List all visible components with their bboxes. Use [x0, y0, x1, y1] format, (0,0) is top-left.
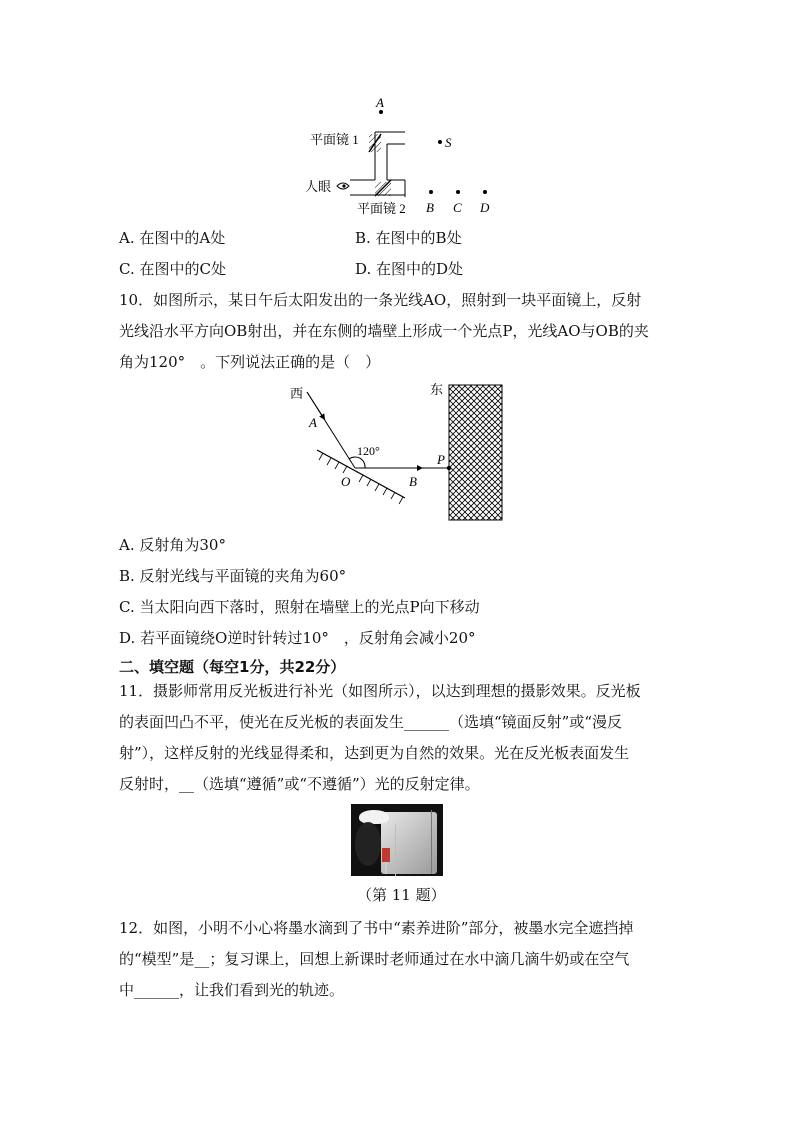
- label-o: O: [341, 474, 351, 489]
- q9-option-d: D. 在图中的D处: [355, 260, 464, 278]
- mirror-hatch: [319, 453, 403, 504]
- point-a-dot: [379, 110, 383, 114]
- q11-line-2: 的表面凹凸不平，使光在反光板的表面发生______（选填“镜面反射”或“漫反: [119, 713, 623, 731]
- point-c-label: C: [453, 200, 462, 215]
- periscope-figure: [295, 92, 515, 220]
- label-b: B: [409, 474, 417, 489]
- point-d-label: D: [480, 200, 490, 215]
- point-s-dot: [438, 140, 442, 144]
- mirror-2-label: 平面镜 2: [357, 201, 406, 216]
- q12-line-3: 中______，让我们看到光的轨迹。: [119, 981, 345, 999]
- q9-option-c: C. 在图中的C处: [119, 260, 226, 278]
- q11-caption: （第 11 题）: [357, 886, 446, 904]
- eye-label: 人眼: [305, 179, 332, 194]
- point-b-dot: [429, 190, 433, 194]
- q10-option-b: B. 反射光线与平面镜的夹角为60°: [119, 567, 347, 585]
- angle-label: 120°: [357, 444, 380, 458]
- east-label: 东: [430, 382, 444, 397]
- label-a: A: [309, 415, 317, 430]
- q10-option-a: A. 反射角为30°: [119, 536, 226, 554]
- mirror-1-label: 平面镜 1: [310, 132, 359, 147]
- q11-line-1: 11．摄影师常用反光板进行补光（如图所示），以达到理想的摄影效果。反光板: [119, 682, 641, 700]
- q9-option-a: A. 在图中的A处: [119, 229, 226, 247]
- q11-line-3: 射”），这样反射的光线显得柔和，达到更为自然的效果。光在反光板表面发生: [119, 744, 630, 762]
- reflector-photo: [351, 804, 443, 876]
- label-p: P: [437, 452, 445, 467]
- point-b-label: B: [426, 200, 434, 215]
- point-s-label: S: [445, 135, 452, 150]
- q10-line-2: 光线沿水平方向OB射出，并在东侧的墙壁上形成一个光点P，光线AO与OB的夹: [119, 322, 649, 340]
- east-wall: [449, 385, 502, 520]
- q10-line-1: 10．如图所示，某日午后太阳发出的一条光线AO，照射到一块平面镜上，反射: [119, 291, 642, 309]
- q12-line-1: 12．如图，小明不小心将墨水滴到了书中“素养进阶”部分，被墨水完全遮挡掉: [119, 919, 634, 937]
- point-d-dot: [483, 190, 487, 194]
- light-spot-p: [447, 466, 451, 470]
- west-label: 西: [290, 386, 304, 401]
- eye-icon: [337, 183, 349, 189]
- point-a-label: A: [376, 95, 384, 110]
- reflection-figure: [285, 380, 515, 525]
- q10-option-d: D. 若平面镜绕O逆时针转过10° ，反射角会减小20°: [119, 629, 476, 647]
- section-heading: 二、填空题（每空1分，共22分）: [119, 658, 346, 676]
- q9-option-b: B. 在图中的B处: [355, 229, 462, 247]
- q10-option-c: C. 当太阳向西下落时，照射在墙壁上的光点P向下移动: [119, 598, 480, 616]
- q10-line-3: 角为120° 。下列说法正确的是（ ）: [119, 353, 381, 371]
- q12-line-2: 的“模型”是__；复习课上，回想上新课时老师通过在水中滴几滴牛奶或在空气: [119, 950, 630, 968]
- q11-line-4: 反射时，__（选填“遵循”或“不遵循”）光的反射定律。: [119, 775, 480, 793]
- point-c-dot: [456, 190, 460, 194]
